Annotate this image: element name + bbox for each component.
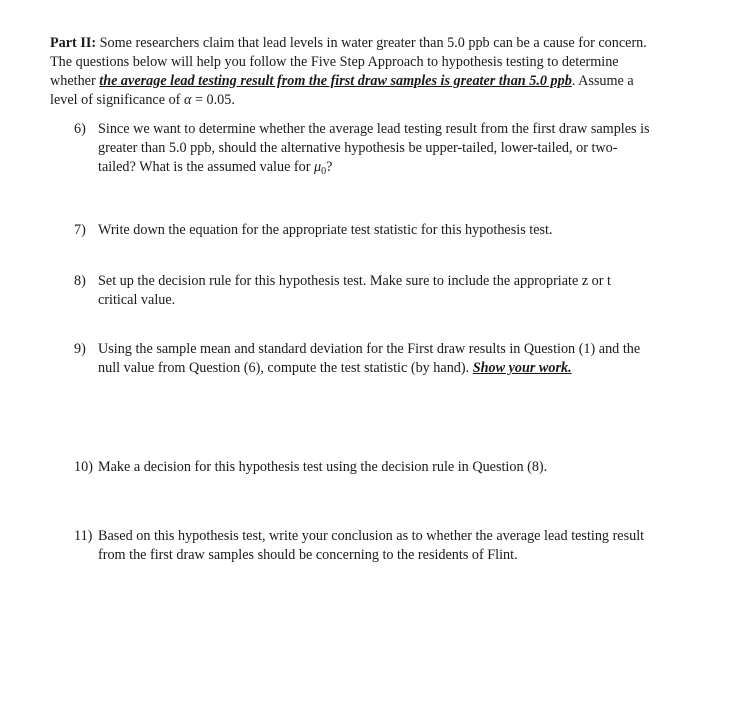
intro-line-4: level of significance of α = 0.05.: [50, 92, 235, 108]
intro-line-2: The questions below will help you follow the Five Step Approach to hypothesis testing to determine: [50, 54, 619, 70]
intro-line-1: Part II: Some researchers claim that lead levels in water greater than 5.0 ppb can be a cause for concern.: [50, 35, 647, 51]
question-text: Based on this hypothesis test, write your conclusion as to whether the average lead testing result from the first draw samples should be concerning to the residents of Flint.: [98, 528, 645, 563]
part-heading: Part II:: [50, 35, 97, 51]
question-number: 11): [74, 528, 93, 544]
question-number: 7): [74, 222, 86, 238]
mu-symbol: μ: [314, 159, 322, 175]
question-text: Since we want to determine whether the average lead testing result from the first draw samples is greater than 5.0 ppb, should the alternative hypothesis be upper-tailed, lower-tailed, or two- tailed? What is the assumed value for $\mu_0$?: [98, 121, 650, 177]
intro-line-3: whether the average lead testing result from the first draw samples is greater than 5.0 ppb. Assume a: [50, 73, 634, 89]
question-number: 10): [74, 459, 93, 475]
question-number: 6): [74, 121, 86, 137]
question-text: Make a decision for this hypothesis test using the decision rule in Question (8).: [98, 459, 548, 475]
show-work-emphasis: Show your work.: [472, 360, 572, 376]
intro-paragraph: [50, 34, 690, 110]
question-text: Using the sample mean and standard deviation for the First draw results in Question (1) and the null value from Question (6), compute the test statistic (by hand). Show your work.: [98, 341, 641, 376]
alpha-symbol: α: [183, 92, 192, 108]
mu-subscript: 0: [321, 166, 327, 177]
claim-emphasis: the average lead testing result from the first draw samples is greater than 5.0 ppb: [99, 73, 572, 89]
question-text: Set up the decision rule for this hypothesis test. Make sure to include the appropriate z or t critical value.: [98, 273, 611, 308]
question-number: 9): [74, 341, 86, 357]
question-text: Write down the equation for the appropriate test statistic for this hypothesis test.: [98, 222, 553, 238]
question-number: 8): [74, 273, 86, 289]
